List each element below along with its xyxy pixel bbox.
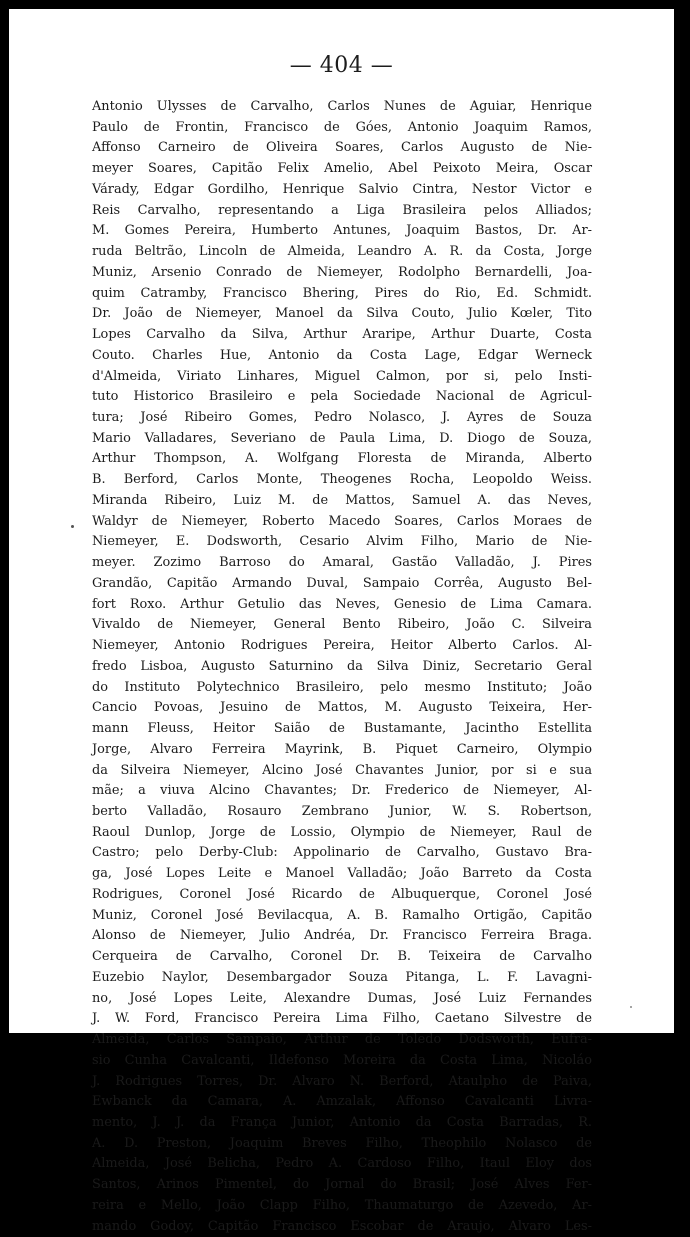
text-line: Grandão, Capitão Armando Duval, Sampaio Corrêa, Augusto Bel- — [92, 575, 592, 591]
text-line: Santos, Arinos Pimentel, do Jornal do Brasil; José Alves Fer- — [92, 1177, 592, 1193]
text-line: mento, J. J. da França Junior, Antonio da Costa Barradas, R. — [92, 1114, 592, 1130]
text-line: ga, José Lopes Leite e Manoel Valladão; João Barreto da Costa — [92, 866, 592, 882]
text-line: mann Fleuss, Heitor Saião de Bustamante, Jacintho Estellita — [92, 721, 592, 737]
text-line: Rodrigues, Coronel José Ricardo de Albuquerque, Coronel José — [92, 886, 592, 902]
print-speck — [630, 1006, 632, 1008]
text-line: A. D. Preston, Joaquim Breves Filho, Theophilo Nolasco de — [92, 1135, 592, 1151]
text-line: Niemeyer, Antonio Rodrigues Pereira, Heitor Alberto Carlos. Al- — [92, 638, 592, 654]
text-line: Arthur Thompson, A. Wolfgang Floresta de Miranda, Alberto — [92, 451, 592, 467]
text-line: J. W. Ford, Francisco Pereira Lima Filho, Caetano Silvestre de — [92, 1011, 592, 1027]
body-text — [92, 97, 592, 1237]
text-line: Jorge, Alvaro Ferreira Mayrink, B. Piquet Carneiro, Olympio — [92, 741, 592, 757]
text-line: do Instituto Polytechnico Brasileiro, pelo mesmo Instituto; João — [92, 679, 592, 695]
text-line: no, José Lopes Leite, Alexandre Dumas, José Luiz Fernandes — [92, 990, 592, 1006]
text-line: Muniz, Coronel José Bevilacqua, A. B. Ramalho Ortigão, Capitão — [92, 907, 592, 923]
text-line: Waldyr de Niemeyer, Roberto Macedo Soares, Carlos Moraes de — [92, 513, 592, 529]
text-line: meyer. Zozimo Barroso do Amaral, Gastão Valladão, J. Pires — [92, 555, 592, 571]
print-speck — [71, 525, 74, 528]
text-line: fort Roxo. Arthur Getulio das Neves, Genesio de Lima Camara. — [92, 596, 592, 612]
text-line: J. Rodrigues Torres, Dr. Alvaro N. Berford, Ataulpho de Paiva, — [92, 1073, 592, 1089]
text-line: tura; José Ribeiro Gomes, Pedro Nolasco, J. Ayres de Souza — [92, 410, 592, 426]
text-line: Ewbanck da Camara, A. Amzalak, Affonso Cavalcanti Livra- — [92, 1094, 592, 1110]
text-line: quim Catramby, Francisco Bhering, Pires do Rio, Ed. Schmidt. — [92, 285, 592, 301]
text-line: Alonso de Niemeyer, Julio Andréa, Dr. Francisco Ferreira Braga. — [92, 928, 592, 944]
text-line: Dr. João de Niemeyer, Manoel da Silva Couto, Julio Kœler, Tito — [92, 306, 592, 322]
text-line: berto Valladão, Rosauro Zembrano Junior, W. S. Robertson, — [92, 803, 592, 819]
text-line: Niemeyer, E. Dodsworth, Cesario Alvim Filho, Mario de Nie- — [92, 534, 592, 550]
text-line: Vivaldo de Niemeyer, General Bento Ribeiro, João C. Silveira — [92, 617, 592, 633]
text-line: Miranda Ribeiro, Luiz M. de Mattos, Samuel A. das Neves, — [92, 492, 592, 508]
text-line: da Silveira Niemeyer, Alcino José Chavantes Junior, por si e sua — [92, 762, 592, 778]
text-line: Euzebio Naylor, Desembargador Souza Pitanga, L. F. Lavagni- — [92, 969, 592, 985]
text-line: Antonio Ulysses de Carvalho, Carlos Nunes de Aguiar, Henrique — [92, 99, 592, 114]
text-line: M. Gomes Pereira, Humberto Antunes, Joaquim Bastos, Dr. Ar- — [92, 223, 592, 239]
text-line: Mario Valladares, Severiano de Paula Lima, D. Diogo de Souza, — [92, 430, 592, 446]
text-line: Couto. Charles Hue, Antonio da Costa Lage, Edgar Werneck — [92, 347, 592, 363]
text-line: reira e Mello, João Clapp Filho, Thaumaturgo de Azevedo, Ar- — [92, 1197, 592, 1213]
text-line: ruda Beltrão, Lincoln de Almeida, Leandro A. R. da Costa, Jorge — [92, 244, 592, 260]
text-line: Almeida, José Belicha, Pedro A. Cardoso Filho, Itaul Eloy dos — [92, 1156, 592, 1172]
text-line: mãe; a viuva Alcino Chavantes; Dr. Frederico de Niemeyer, Al- — [92, 783, 592, 799]
text-line: Paulo de Frontin, Francisco de Góes, Antonio Joaquim Ramos, — [92, 119, 592, 135]
text-line: Cerqueira de Carvalho, Coronel Dr. B. Teixeira de Carvalho — [92, 949, 592, 965]
text-line: tuto Historico Brasileiro e pela Sociedade Nacional de Agricul- — [92, 389, 592, 405]
text-line: Lopes Carvalho da Silva, Arthur Araripe, Arthur Duarte, Costa — [92, 327, 592, 343]
text-line: Muniz, Arsenio Conrado de Niemeyer, Rodolpho Bernardelli, Joa- — [92, 264, 592, 280]
text-line: sio Cunha Cavalcanti, Ildefonso Moreira da Costa Lima, Nicoláo — [92, 1052, 592, 1068]
text-line: Raoul Dunlop, Jorge de Lossio, Olympio de Niemeyer, Raul de — [92, 824, 592, 840]
text-line: Cancio Povoas, Jesuino de Mattos, M. Augusto Teixeira, Her- — [92, 700, 592, 716]
text-line: meyer Soares, Capitão Felix Amelio, Abel Peixoto Meira, Oscar — [92, 161, 592, 177]
text-line: fredo Lisboa, Augusto Saturnino da Silva Diniz, Secretario Geral — [92, 658, 592, 674]
text-line: Reis Carvalho, representando a Liga Brasileira pelos Alliados; — [92, 202, 592, 218]
text-line: mando Godoy, Capitão Francisco Escobar de Araujo, Alvaro Les- — [92, 1218, 592, 1234]
book-page — [9, 9, 674, 1234]
page-number: — 404 — — [289, 53, 394, 78]
text-line: B. Berford, Carlos Monte, Theogenes Rocha, Leopoldo Weiss. — [92, 472, 592, 488]
text-line: Castro; pelo Derby-Club: Appolinario de Carvalho, Gustavo Bra- — [92, 845, 592, 861]
text-line: d'Almeida, Viriato Linhares, Miguel Calmon, por si, pelo Insti- — [92, 368, 592, 384]
text-line: Affonso Carneiro de Oliveira Soares, Carlos Augusto de Nie- — [92, 140, 592, 156]
text-line: Várady, Edgar Gordilho, Henrique Salvio Cintra, Nestor Victor e — [92, 181, 592, 197]
text-line: Almeida, Carlos Sampaio, Arthur de Toledo Dodsworth, Eufra- — [92, 1032, 592, 1048]
